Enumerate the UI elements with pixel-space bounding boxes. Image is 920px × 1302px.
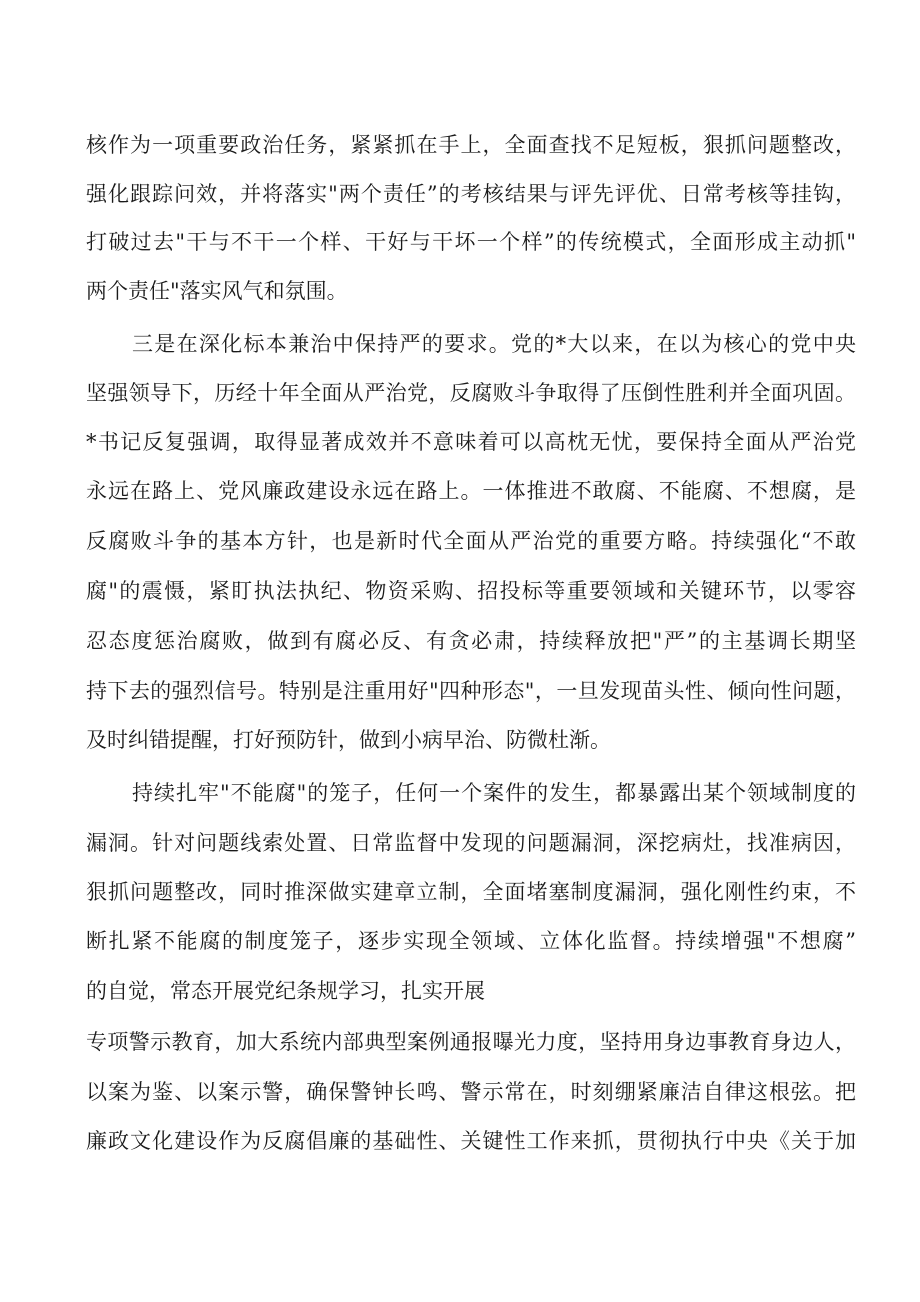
text-line: 三是在深化标本兼治中保持严的要求。党的*大以来，在以为核心的党中央 bbox=[132, 332, 856, 356]
text-line: 断扎紧不能腐的制度笼子，逐步实现全领域、立体化监督。持续增强"不想腐” bbox=[86, 929, 856, 953]
text-line: 反腐败斗争的基本方针，也是新时代全面从严治党的重要方略。持续强化“不敢 bbox=[86, 529, 856, 553]
text-line: 永远在路上、党风廉政建设永远在路上。一体推进不敢腐、不能腐、不想腐，是 bbox=[86, 479, 856, 503]
text-line: 打破过去"干与不干一个样、干好与干坏一个样”的传统模式，全面形成主动抓" bbox=[86, 230, 856, 254]
text-line: 狠抓问题整改，同时推深做实建章立制，全面堵塞制度漏洞，强化刚性约束，不 bbox=[86, 880, 856, 904]
text-line: 两个责任"落实风气和氛围。 bbox=[86, 279, 348, 303]
text-line: 强化跟踪问效，并将落实"两个责任”的考核结果与评先评优、日常考核等挂钩， bbox=[86, 182, 856, 206]
text-line: 腐"的震慑，紧盯执法执纪、物资采购、招投标等重要领域和关键环节，以零容 bbox=[86, 579, 856, 603]
text-line: 坚强领导下，历经十年全面从严治党，反腐败斗争取得了压倒性胜利并全面巩固。 bbox=[86, 381, 856, 405]
text-line: 专项警示教育，加大系统内部典型案例通报曝光力度，坚持用身边事教育身边人， bbox=[86, 1030, 856, 1054]
text-line: 及时纠错提醒，打好预防针，做到小病早治、防微杜渐。 bbox=[86, 728, 611, 752]
text-line: 廉政文化建设作为反腐倡廉的基础性、关键性工作来抓，贯彻执行中央《关于加 bbox=[86, 1129, 856, 1153]
text-line: 持续扎牢"不能腐"的笼子，任何一个案件的发生，都暴露出某个领域制度的 bbox=[132, 781, 856, 805]
text-line: 漏洞。针对问题线索处置、日常监督中发现的问题漏洞，深挖病灶，找准病因， bbox=[86, 831, 856, 855]
text-line: 核作为一项重要政治任务，紧紧抓在手上，全面查找不足短板，狠抓问题整改， bbox=[86, 133, 856, 157]
text-line: *书记反复强调，取得显著成效并不意味着可以高枕无忧，要保持全面从严治党 bbox=[86, 430, 856, 454]
text-line: 的自觉，常态开展党纪条规学习，扎实开展 bbox=[86, 979, 485, 1003]
text-line: 持下去的强烈信号。特别是注重用好"四种形态"，一旦发现苗头性、倾向性问题， bbox=[86, 679, 856, 703]
text-line: 忍态度惩治腐败，做到有腐必反、有贪必肃，持续释放把"严”的主基调长期坚 bbox=[86, 629, 856, 653]
text-line: 以案为鉴、以案示警，确保警钟长鸣、警示常在，时刻绷紧廉洁自律这根弦。把 bbox=[86, 1080, 856, 1104]
